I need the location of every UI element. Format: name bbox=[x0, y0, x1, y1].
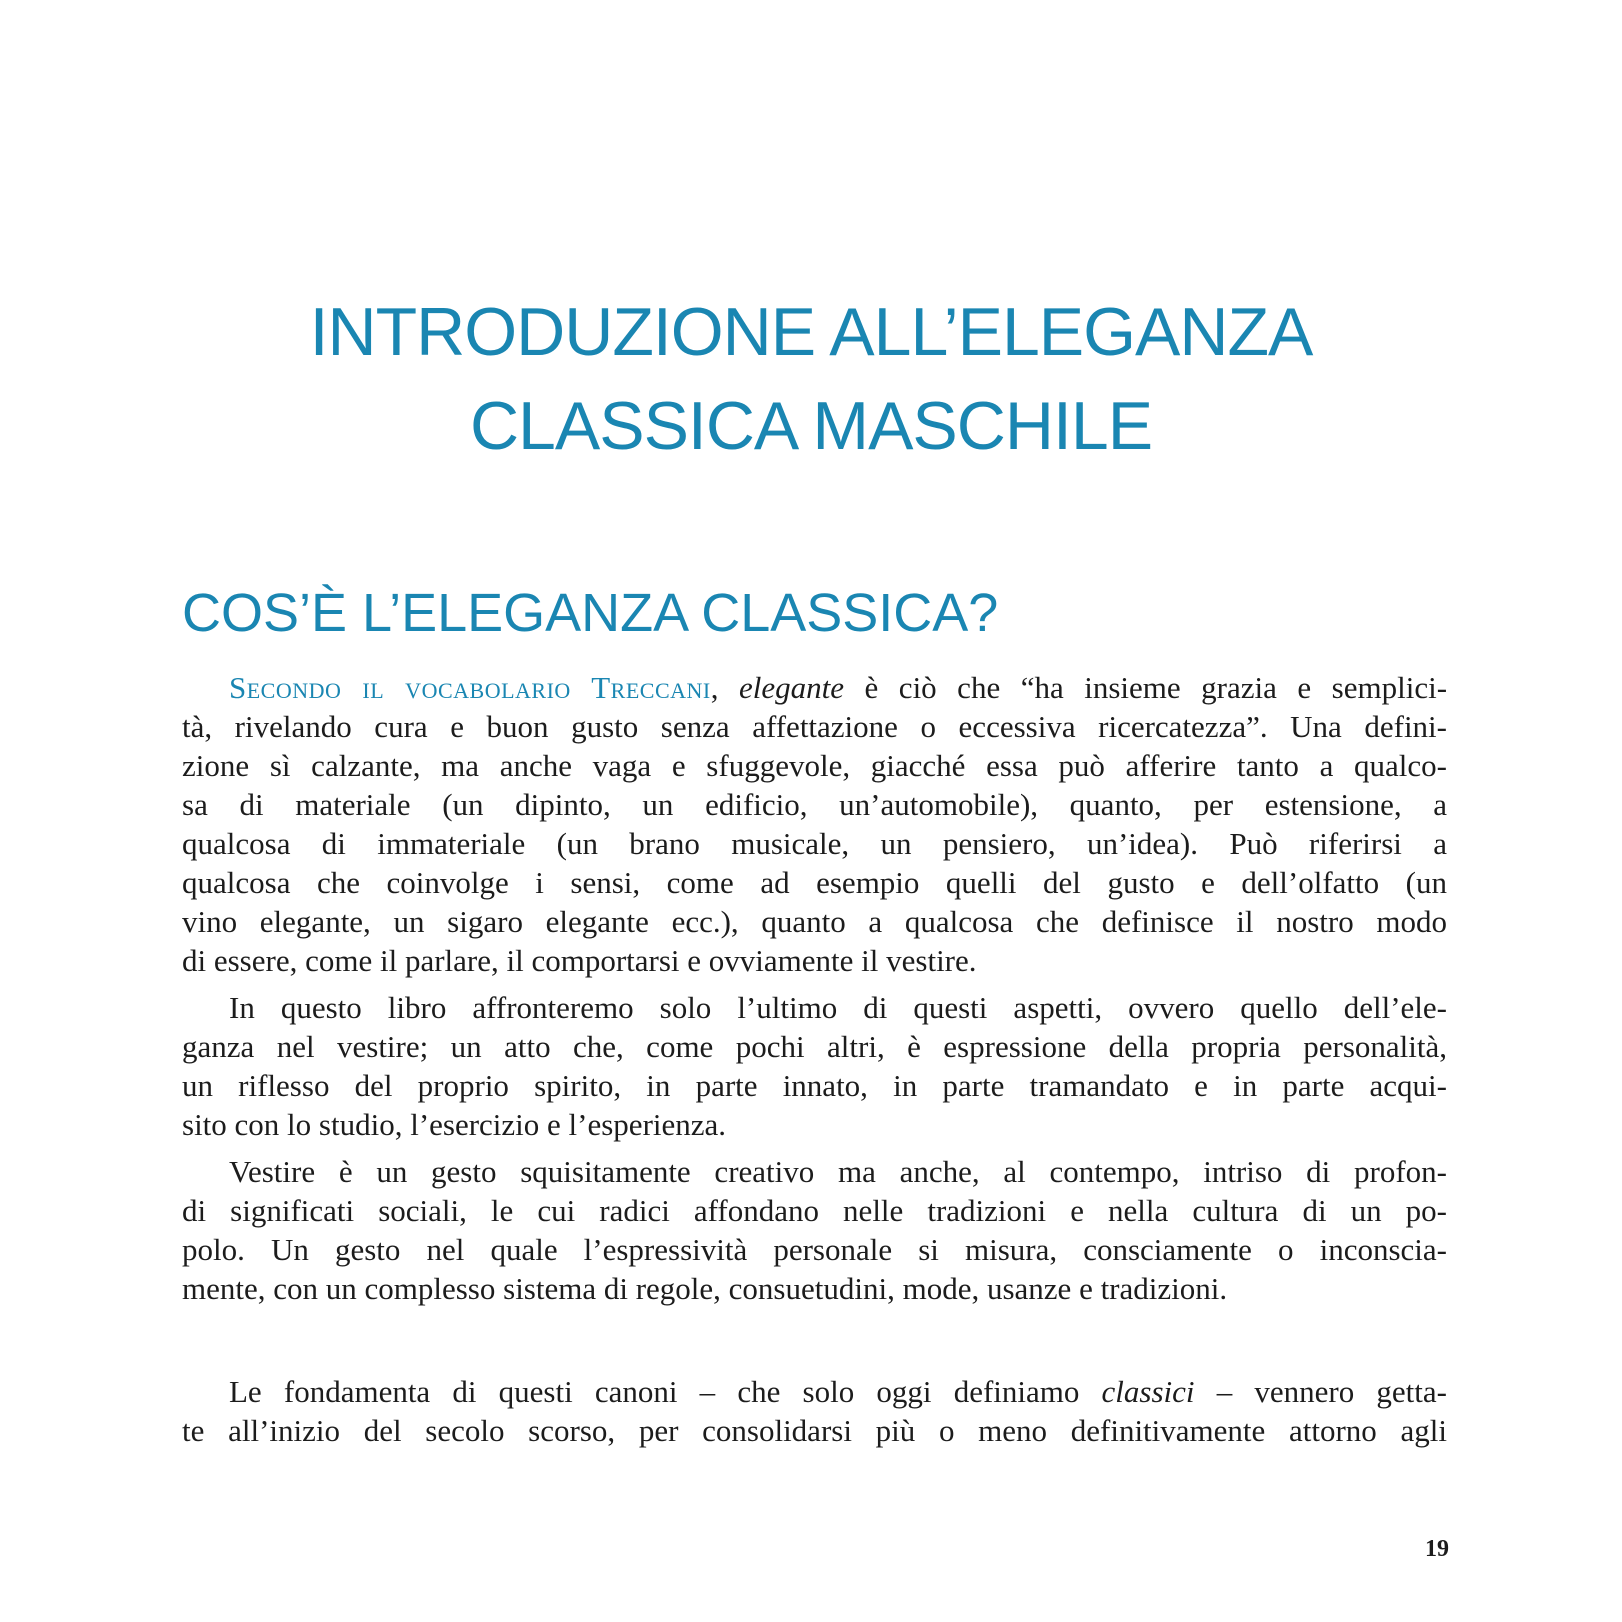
paragraph-4 bbox=[182, 1372, 1447, 1450]
paragraph-line: qualcosa di immateriale (un brano musicale, un pensiero, un’idea). Può riferirsi a bbox=[182, 826, 1447, 861]
paragraph-3 bbox=[182, 1152, 1447, 1308]
paragraph-1 bbox=[182, 668, 1447, 980]
paragraph-line: di significati sociali, le cui radici affondano nelle tradizioni e nella cultura di un po- bbox=[182, 1193, 1447, 1228]
paragraph-2 bbox=[182, 988, 1447, 1144]
paragraph-line: te all’inizio del secolo scorso, per consolidarsi più o meno definitivamente attorno agli bbox=[182, 1413, 1447, 1448]
paragraph-line: sito con lo studio, l’esercizio e l’esperienza. bbox=[182, 1107, 727, 1142]
paragraph-line: mente, con un complesso sistema di regole, consuetudini, mode, usanze e tradizioni. bbox=[182, 1271, 1228, 1306]
paragraph-line: In questo libro affronteremo solo l’ultimo di questi aspetti, ovvero quello dell’ele- bbox=[229, 990, 1447, 1025]
italic-term: elegante bbox=[739, 670, 845, 705]
text-run: , bbox=[710, 670, 740, 705]
paragraph-line: zione sì calzante, ma anche vaga e sfuggevole, giacché essa può afferire tanto a qualco- bbox=[182, 748, 1447, 783]
lead-in-smallcaps: Secondo il vocabolario Treccani bbox=[229, 670, 711, 705]
paragraph-line bbox=[182, 1372, 1447, 1411]
page-number: 19 bbox=[1425, 1536, 1449, 1562]
paragraph-line: polo. Un gesto nel quale l’espressività personale si misura, consciamente o inconscia- bbox=[182, 1232, 1447, 1267]
paragraph-line: di essere, come il parlare, il comportarsi e ovviamente il vestire. bbox=[182, 943, 977, 978]
chapter-title-line-2: CLASSICA MASCHILE bbox=[469, 388, 1153, 464]
text-run: – vennero getta- bbox=[1194, 1374, 1447, 1409]
text-run: Le fondamenta di questi canoni – che solo oggi definiamo bbox=[229, 1374, 1102, 1409]
italic-term: classici bbox=[1101, 1374, 1195, 1409]
section-title: COS’È L’ELEGANZA CLASSICA? bbox=[182, 583, 999, 643]
paragraph-line: vino elegante, un sigaro elegante ecc.), quanto a qualcosa che definisce il nostro modo bbox=[182, 904, 1447, 939]
paragraph-line bbox=[182, 668, 1447, 707]
chapter-title-line-1: INTRODUZIONE ALL’ELEGANZA bbox=[309, 294, 1313, 370]
paragraph-line: sa di materiale (un dipinto, un edificio, un’automobile), quanto, per estensione, a bbox=[182, 787, 1447, 822]
text-run: è ciò che “ha insieme grazia e semplici- bbox=[844, 670, 1448, 705]
paragraph-line: qualcosa che coinvolge i sensi, come ad esempio quelli del gusto e dell’olfatto (un bbox=[182, 865, 1447, 900]
paragraph-line: Vestire è un gesto squisitamente creativo ma anche, al contempo, intriso di profon- bbox=[229, 1154, 1447, 1189]
paragraph-line: tà, rivelando cura e buon gusto senza affettazione o eccessiva ricercatezza”. Una defini- bbox=[182, 709, 1447, 744]
paragraph-line: un riflesso del proprio spirito, in parte innato, in parte tramandato e in parte acqui- bbox=[182, 1068, 1447, 1103]
chapter-title bbox=[0, 285, 1622, 473]
paragraph-line: ganza nel vestire; un atto che, come pochi altri, è espressione della propria personalità, bbox=[182, 1029, 1447, 1064]
